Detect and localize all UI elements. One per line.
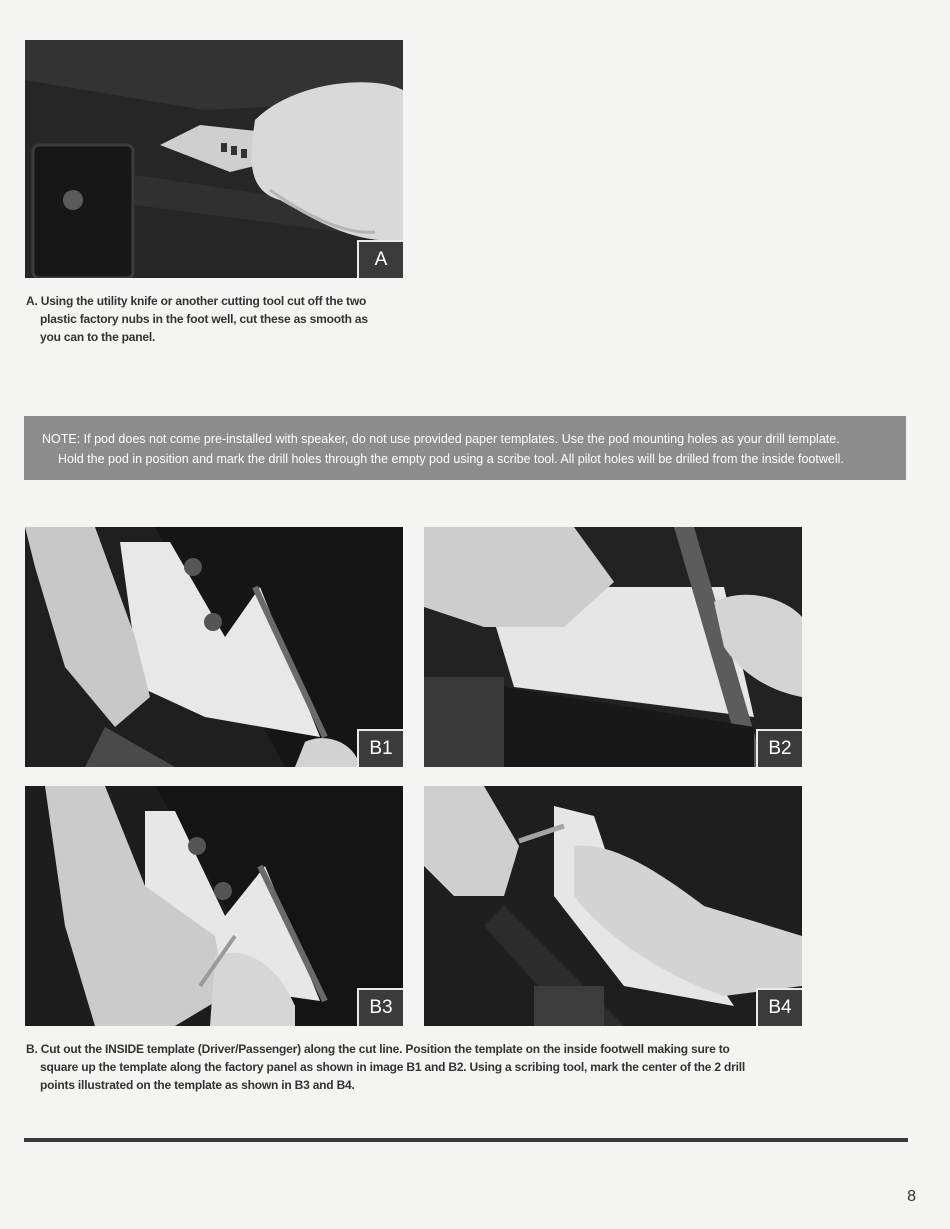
- caption-a-line2: plastic factory nubs in the foot well, cut these as smooth as: [40, 312, 368, 326]
- photo-b1-label: B1: [357, 729, 403, 767]
- caption-b: [26, 1040, 886, 1094]
- footer-divider: [24, 1138, 908, 1142]
- photo-b1: [25, 527, 403, 767]
- photo-b3-label: B3: [357, 988, 403, 1026]
- caption-b-line3: points illustrated on the template as shown in B3 and B4.: [40, 1078, 355, 1092]
- photo-b4: [424, 786, 802, 1026]
- caption-b-line2: square up the template along the factory panel as shown in image B1 and B2. Using a scribing tool, mark the center of the 2 drill: [40, 1060, 746, 1074]
- page-number: 8: [907, 1188, 916, 1205]
- photo-b4-illustration: [424, 786, 802, 1026]
- note-line1: NOTE: If pod does not come pre-installed with speaker, do not use provided paper templates. Use the pod mounting holes as your drill template.: [42, 432, 840, 446]
- photo-b4-label: B4: [756, 988, 802, 1026]
- caption-a-line3: you can to the panel.: [40, 330, 156, 344]
- photo-a-illustration: [25, 40, 403, 278]
- caption-a: [26, 292, 406, 346]
- photo-a-label: A: [357, 240, 403, 278]
- photo-b2-illustration: [424, 527, 802, 767]
- photo-b3: [25, 786, 403, 1026]
- photo-b2-label: B2: [756, 729, 802, 767]
- photo-b2: [424, 527, 802, 767]
- caption-b-line1: B. Cut out the INSIDE template (Driver/Passenger) along the cut line. Position the template on the inside footwell making sure to: [26, 1042, 730, 1056]
- note-box: [24, 416, 906, 480]
- photo-a: [25, 40, 403, 278]
- photo-b1-illustration: [25, 527, 403, 767]
- photo-b3-illustration: [25, 786, 403, 1026]
- caption-a-line1: A. Using the utility knife or another cutting tool cut off the two: [26, 294, 367, 308]
- note-line2: Hold the pod in position and mark the drill holes through the empty pod using a scribe tool. All pilot holes will be drilled from the inside footwell.: [58, 452, 844, 466]
